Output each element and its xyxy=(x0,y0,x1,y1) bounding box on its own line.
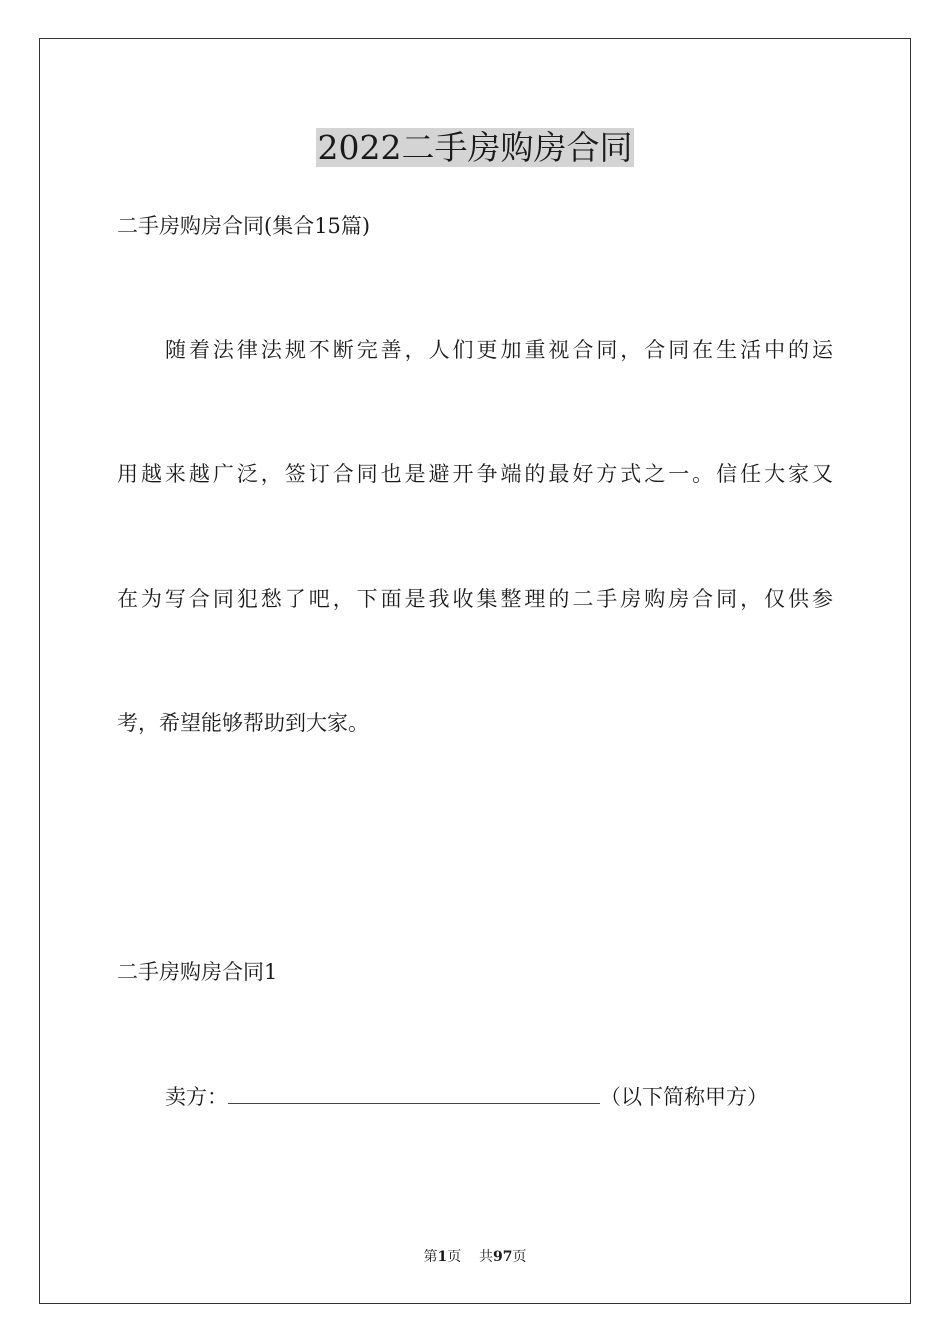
document-title-text: 2022二手房购房合同 xyxy=(317,128,633,167)
intro-line-1: 随着法律法规不断完善，人们更加重视合同，合同在生活中的运 xyxy=(165,338,833,362)
seller-blank-field xyxy=(228,1081,600,1104)
page-footer xyxy=(0,1247,950,1267)
footer-total-suffix: 页 xyxy=(512,1249,527,1265)
footer-total-prefix: 共 xyxy=(479,1249,494,1265)
footer-page-number: 1 xyxy=(437,1249,448,1265)
seller-line xyxy=(165,1081,768,1112)
section-heading: 二手房购房合同1 xyxy=(117,960,278,984)
seller-suffix: （以下简称甲方） xyxy=(600,1085,768,1109)
intro-line-3: 在为写合同犯愁了吧，下面是我收集整理的二手房购房合同，仅供参 xyxy=(117,587,833,611)
document-title xyxy=(0,126,950,170)
intro-line-2: 用越来越广泛，签订合同也是避开争端的最好方式之一。信任大家又 xyxy=(117,462,833,486)
document-subtitle: 二手房购房合同(集合15篇) xyxy=(117,214,371,238)
footer-total-pages: 97 xyxy=(493,1249,513,1265)
seller-label: 卖方： xyxy=(165,1085,228,1109)
footer-page-prefix: 第 xyxy=(423,1249,438,1265)
intro-line-4: 考，希望能够帮助到大家。 xyxy=(117,711,369,735)
footer-page-suffix: 页 xyxy=(447,1249,462,1265)
